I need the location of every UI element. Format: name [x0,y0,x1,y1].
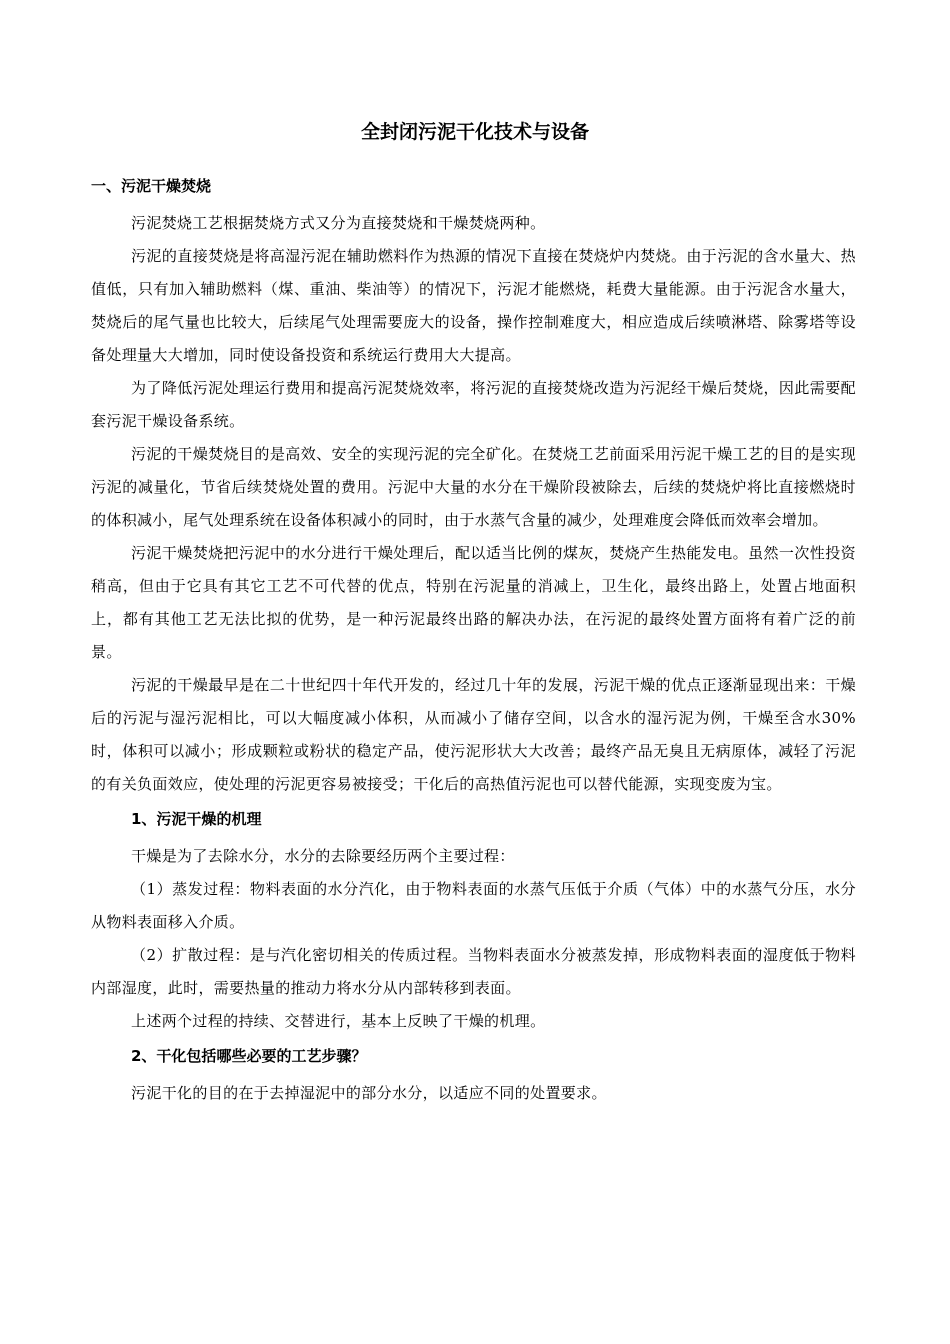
paragraph: 污泥焚烧工艺根据焚烧方式又分为直接焚烧和干燥焚烧两种。 [131,214,546,232]
paragraph: 污泥干化的目的在于去掉湿泥中的部分水分，以适应不同的处置要求。 [131,1084,607,1102]
paragraph: 污泥的直接焚烧是将高湿污泥在辅助燃料作为热源的情况下直接在焚烧炉内焚烧。由于污泥的含水量大、热值低，只有加入辅助燃料（煤、重油、柴油等）的情况下，污泥才能燃烧，耗费大量能源。由于污泥含水量大，焚烧后的尾气量也比较大，后续尾气处理需要庞大的设备，操作控制难度大，相应造成后续喷淋塔、除雾塔等设备处理量大大增加，同时使设备投资和系统运行费用大大提高。 [91,247,856,364]
paragraph: （2）扩散过程：是与汽化密切相关的传质过程。当物料表面水分被蒸发掉，形成物料表面的湿度低于物料内部湿度，此时，需要热量的推动力将水分从内部转移到表面。 [91,946,856,997]
paragraph: 污泥的干燥最早是在二十世纪四十年代开发的，经过几十年的发展，污泥干燥的优点正逐渐显现出来：干燥后的污泥与湿污泥相比，可以大幅度减小体积，从而减小了储存空间，以含水的湿污泥为例，干燥至含水30%时，体积可以减小；形成颗粒或粉状的稳定产品，使污泥形状大大改善；最终产品无臭且无病原体，减轻了污泥的有关负面效应，使处理的污泥更容易被接受；干化后的高热值污泥也可以替代能源，实现变废为宝。 [91,676,856,793]
section-heading-sludge-drying-incineration: 一、污泥干燥焚烧 [91,177,212,195]
paragraph: 为了降低污泥处理运行费用和提高污泥焚烧效率，将污泥的直接焚烧改造为污泥经干燥后焚烧，因此需要配套污泥干燥设备系统。 [91,379,856,430]
paragraph: 干燥是为了去除水分，水分的去除要经历两个主要过程： [131,847,515,865]
subsection-heading-drying-mechanism: 1、污泥干燥的机理 [131,810,262,828]
document-body [91,174,856,1110]
paragraph: 上述两个过程的持续、交替进行，基本上反映了干燥的机理。 [131,1012,546,1030]
paragraph: （1）蒸发过程：物料表面的水分汽化，由于物料表面的水蒸气压低于介质（气体）中的水蒸气分压，水分从物料表面移入介质。 [91,880,856,931]
document-title: 全封闭污泥干化技术与设备 [360,121,589,143]
paragraph: 污泥的干燥焚烧目的是高效、安全的实现污泥的完全矿化。在焚烧工艺前面采用污泥干燥工艺的目的是实现污泥的减量化，节省后续焚烧处置的费用。污泥中大量的水分在干燥阶段被除去，后续的焚烧炉将比直接燃烧时的体积减小，尾气处理系统在设备体积减小的同时，由于水蒸气含量的减少，处理难度会降低而效率会增加。 [91,445,856,529]
paragraph: 污泥干燥焚烧把污泥中的水分进行干燥处理后，配以适当比例的煤灰，焚烧产生热能发电。虽然一次性投资稍高，但由于它具有其它工艺不可代替的优点，特别在污泥量的消减上，卫生化，最终出路上，处置占地面积上，都有其他工艺无法比拟的优势，是一种污泥最终出路的解决办法，在污泥的最终处置方面将有着广泛的前景。 [91,544,856,661]
subsection-heading-process-steps: 2、干化包括哪些必要的工艺步骤？ [131,1047,367,1065]
